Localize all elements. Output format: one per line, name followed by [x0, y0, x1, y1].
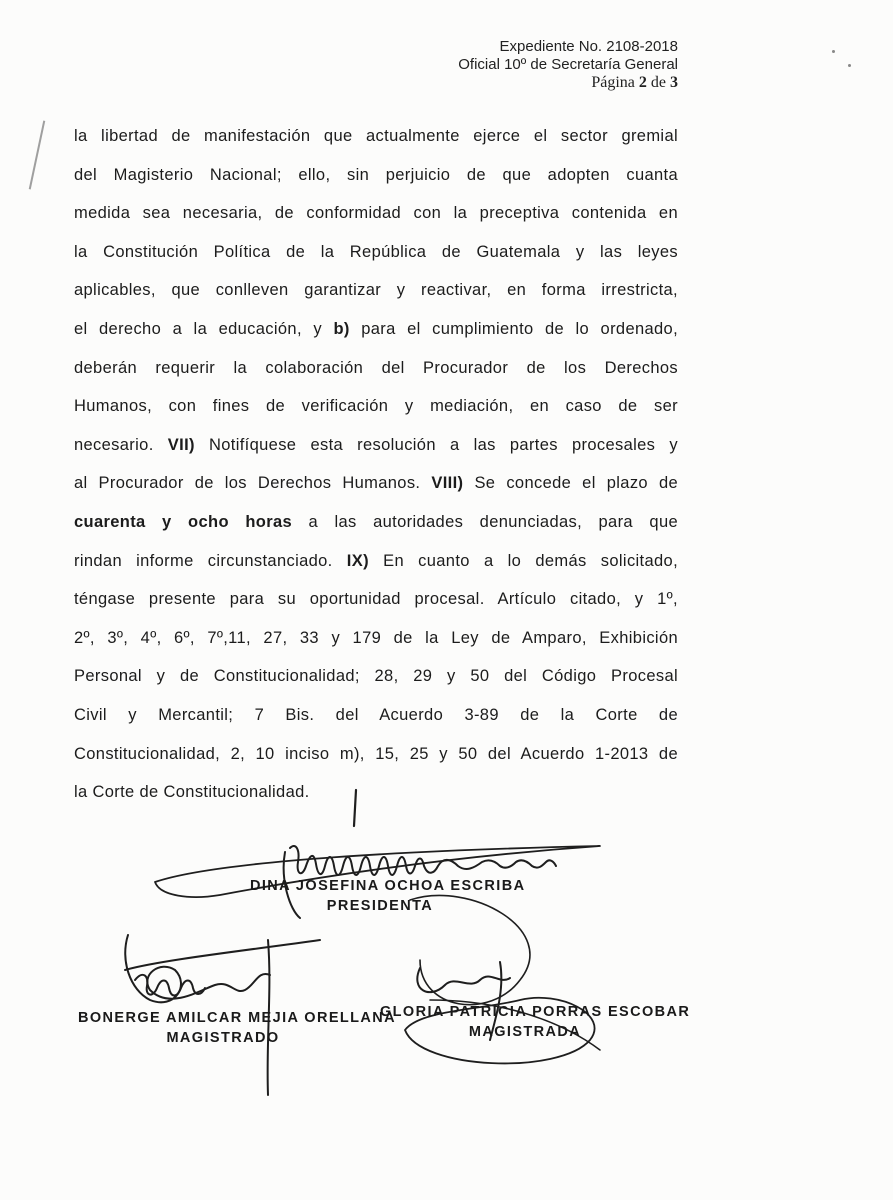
- body-line: cuarenta y ocho horas a las autoridades denunciadas, para que: [74, 512, 679, 531]
- body-line-final: la Corte de Constitucionalidad.: [74, 783, 310, 802]
- magistrado1-title: MAGISTRADO: [166, 1030, 280, 1046]
- body-line: rindan informe circunstanciado. IX) En cuanto a lo demás solicitado,: [74, 551, 679, 570]
- signature-presidenta: [250, 878, 526, 914]
- scan-speck: [848, 64, 851, 67]
- signature-magistrado-1: [78, 1010, 397, 1046]
- body-line: téngase presente para su oportunidad procesal. Artículo citado, y 1º,: [74, 590, 678, 609]
- signature-magistrada2-body: [417, 968, 510, 992]
- body-line: deberán requerir la colaboración del Procurador de los Derechos: [74, 358, 678, 377]
- presidenta-name: DINA JOSEFINA OCHOA ESCRIBA: [250, 878, 526, 894]
- presidenta-title: PRESIDENTA: [326, 898, 434, 914]
- scan-speck: [832, 50, 835, 53]
- body-line: del Magisterio Nacional; ello, sin perjuicio de que adopten cuanta: [74, 165, 678, 184]
- expediente-number: Expediente No. 2108-2018: [499, 38, 678, 55]
- signature-magistrada-2: [380, 1004, 691, 1040]
- oficial-line: Oficial 10º de Secretaría General: [458, 56, 678, 73]
- signature-magistrado1-loops: [135, 975, 205, 996]
- document-header: [458, 38, 678, 92]
- body-line: necesario. VII) Notifíquese esta resolución a las partes procesales y: [74, 435, 679, 454]
- resolution-body: [74, 117, 678, 812]
- magistrado1-name: BONERGE AMILCAR MEJIA ORELLANA: [78, 1010, 397, 1026]
- body-line: el derecho a la educación, y b) para el cumplimiento de lo ordenado,: [74, 319, 679, 338]
- magistrada2-name: GLORIA PATRICIA PORRAS ESCOBAR: [380, 1004, 691, 1020]
- magistrada2-title: MAGISTRADA: [468, 1024, 582, 1040]
- signature-magistrado1-body: [125, 935, 270, 1002]
- body-line: al Procurador de los Derechos Humanos. VIII) Se concede el plazo de: [74, 474, 679, 493]
- body-line: aplicables, que conlleven garantizar y reactivar, en forma irrestricta,: [74, 281, 678, 300]
- body-line: la Constitución Política de la República de Guatemala y las leyes: [74, 242, 678, 261]
- signature-presidenta-loops: [290, 846, 556, 875]
- body-line: Civil y Mercantil; 7 Bis. del Acuerdo 3-89 de la Corte de: [74, 705, 678, 724]
- body-line: la libertad de manifestación que actualmente ejerce el sector gremial: [74, 127, 678, 145]
- body-line: medida sea necesaria, de conformidad con la preceptiva contenida en: [74, 204, 678, 223]
- body-line: 2º, 3º, 4º, 6º, 7º,11, 27, 33 y 179 de la Ley de Amparo, Exhibición: [74, 628, 678, 647]
- signature-magistrado1-slash: [125, 940, 320, 970]
- body-line: Constitucionalidad, 2, 10 inciso m), 15, 25 y 50 del Acuerdo 1-2013 de: [74, 744, 678, 763]
- scan-edge-mark: [29, 121, 46, 190]
- page-number: Página 2 de 3: [591, 74, 678, 91]
- body-line: Personal y de Constitucionalidad; 28, 29 y 50 del Código Procesal: [74, 667, 678, 686]
- body-line: Humanos, con fines de verificación y mediación, en caso de ser: [74, 397, 678, 416]
